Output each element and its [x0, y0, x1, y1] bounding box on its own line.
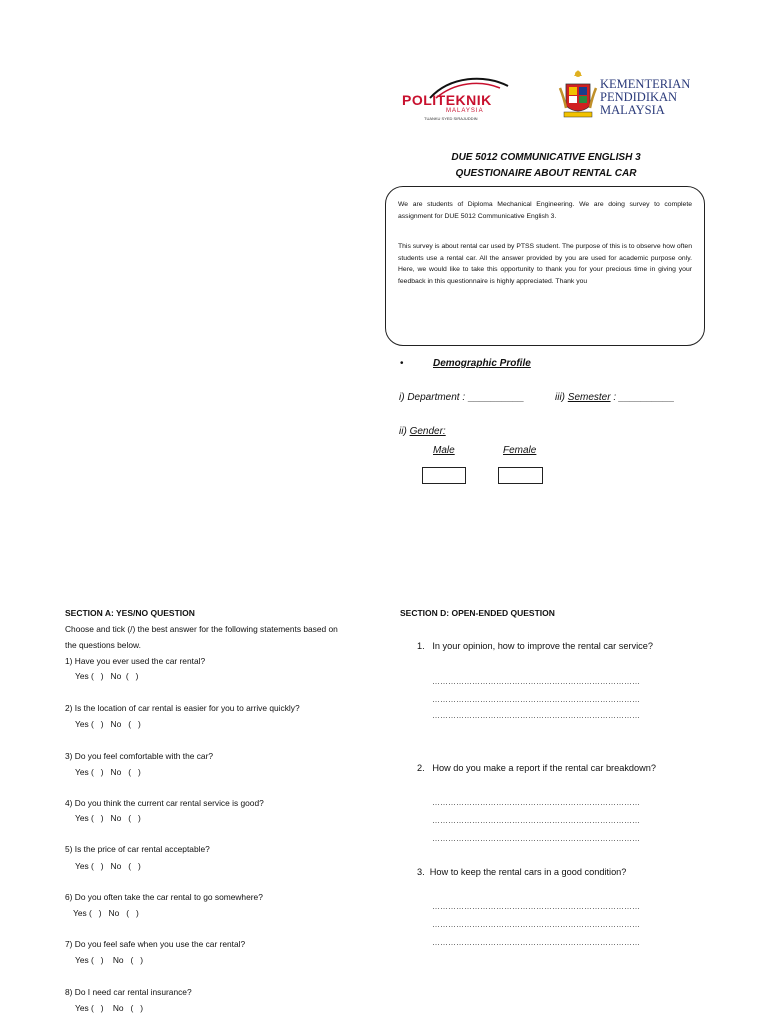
answer-line-3c[interactable]: ……………………………………………………………………	[432, 938, 640, 947]
intro-box	[385, 186, 705, 346]
demographic-bullet: •	[400, 358, 404, 369]
female-label: Female	[503, 445, 537, 456]
male-checkbox[interactable]	[422, 467, 466, 484]
answer-line-1c[interactable]: ……………………………………………………………………	[432, 711, 640, 720]
kpm-line3: MALAYSIA	[600, 103, 665, 117]
department-row	[399, 392, 524, 403]
section-a-options-1[interactable]: Yes ( ) No ( )	[75, 671, 139, 681]
section-d-question-2: 2. How do you make a report if the rental car breakdown?	[417, 763, 657, 773]
section-a-instruction-1: Choose and tick (/) the best answer for the following statements based on	[65, 624, 338, 634]
kpm-line1: KEMENTERIAN	[600, 77, 691, 91]
section-a-question-4: 4) Do you think the current car rental service is good?	[65, 798, 264, 808]
demographic-heading: Demographic Profile	[433, 358, 531, 369]
section-a-instruction-2: the questions below.	[65, 640, 141, 650]
section-d-heading: SECTION D: OPEN-ENDED QUESTION	[400, 608, 555, 618]
section-d-question-3: 3. How to keep the rental cars in a good condition?	[417, 867, 627, 877]
answer-line-1a[interactable]: ……………………………………………………………………	[432, 677, 640, 686]
coat-of-arms-icon	[558, 66, 598, 126]
politeknik-sub: MALAYSIA	[446, 108, 484, 114]
department-colon: :	[459, 392, 468, 403]
semester-prefix: iii)	[555, 392, 565, 403]
section-a-options-8[interactable]: Yes ( ) No ( )	[75, 1003, 144, 1013]
gender-row	[399, 426, 446, 437]
answer-line-3b[interactable]: ……………………………………………………………………	[432, 920, 640, 929]
gender-prefix: ii)	[399, 426, 407, 437]
kpm-line2: PENDIDIKAN	[600, 90, 678, 104]
answer-line-2b[interactable]: ……………………………………………………………………	[432, 816, 640, 825]
politeknik-tagline: TUANKU SYED SIRAJUDDIN	[424, 116, 478, 121]
answer-line-2a[interactable]: ……………………………………………………………………	[432, 798, 640, 807]
section-a-question-8: 8) Do I need car rental insurance?	[65, 987, 192, 997]
answer-line-1b[interactable]: ……………………………………………………………………	[432, 695, 640, 704]
intro-paragraph-2: This survey is about rental car used by PTSS student. The purpose of this is to observe how often students use a rental car. All the answer provided by you are used for academic purpose only. Here, we would like to take this opportunity to thank you for your precious time in giving your feedback in this questionnaire is highly appreciated. Thank you	[398, 243, 692, 285]
male-label: Male	[433, 445, 455, 456]
section-a-question-5: 5) Is the price of car rental acceptable?	[65, 844, 210, 854]
kpm-logo	[558, 66, 691, 128]
section-a-heading: SECTION A: YES/NO QUESTION	[65, 608, 195, 618]
section-a-question-6: 6) Do you often take the car rental to go somewhere?	[65, 892, 263, 902]
section-a-options-3[interactable]: Yes ( ) No ( )	[75, 767, 141, 777]
kpm-wordmark	[600, 78, 690, 117]
questionnaire-title: QUESTIONAIRE ABOUT RENTAL CAR	[455, 168, 637, 179]
department-field[interactable]: __________	[467, 392, 524, 403]
semester-row	[555, 392, 675, 403]
answer-line-2c[interactable]: ……………………………………………………………………	[432, 834, 640, 843]
politeknik-logo	[400, 68, 518, 130]
section-a-question-2: 2) Is the location of car rental is easier for you to arrive quickly?	[65, 703, 300, 713]
politeknik-wordmark: POLITEKNIK	[402, 92, 492, 108]
course-title: DUE 5012 COMMUNICATIVE ENGLISH 3	[451, 152, 641, 163]
intro-paragraph-1: We are students of Diploma Mechanical Engineering. We are doing survey to complete assignment for DUE 5012 Communicative English 3.	[398, 201, 692, 220]
gender-label: Gender:	[409, 426, 446, 437]
semester-field[interactable]: : __________	[610, 392, 675, 403]
semester-label: Semester	[567, 392, 611, 403]
section-a-options-6[interactable]: Yes ( ) No ( )	[73, 908, 139, 918]
section-a-options-5[interactable]: Yes ( ) No ( )	[75, 861, 141, 871]
answer-line-3a[interactable]: ……………………………………………………………………	[432, 902, 640, 911]
department-label: i) Department	[399, 392, 460, 403]
section-a-options-2[interactable]: Yes ( ) No ( )	[75, 719, 141, 729]
section-a-question-7: 7) Do you feel safe when you use the car rental?	[65, 939, 246, 949]
section-d-question-1: 1. In your opinion, how to improve the rental car service?	[417, 641, 653, 651]
section-a-question-3: 3) Do you feel comfortable with the car?	[65, 751, 214, 761]
section-a-options-7[interactable]: Yes ( ) No ( )	[75, 955, 144, 965]
female-checkbox[interactable]	[498, 467, 543, 484]
section-a-question-1: 1) Have you ever used the car rental?	[65, 656, 206, 666]
section-a-options-4[interactable]: Yes ( ) No ( )	[75, 813, 141, 823]
